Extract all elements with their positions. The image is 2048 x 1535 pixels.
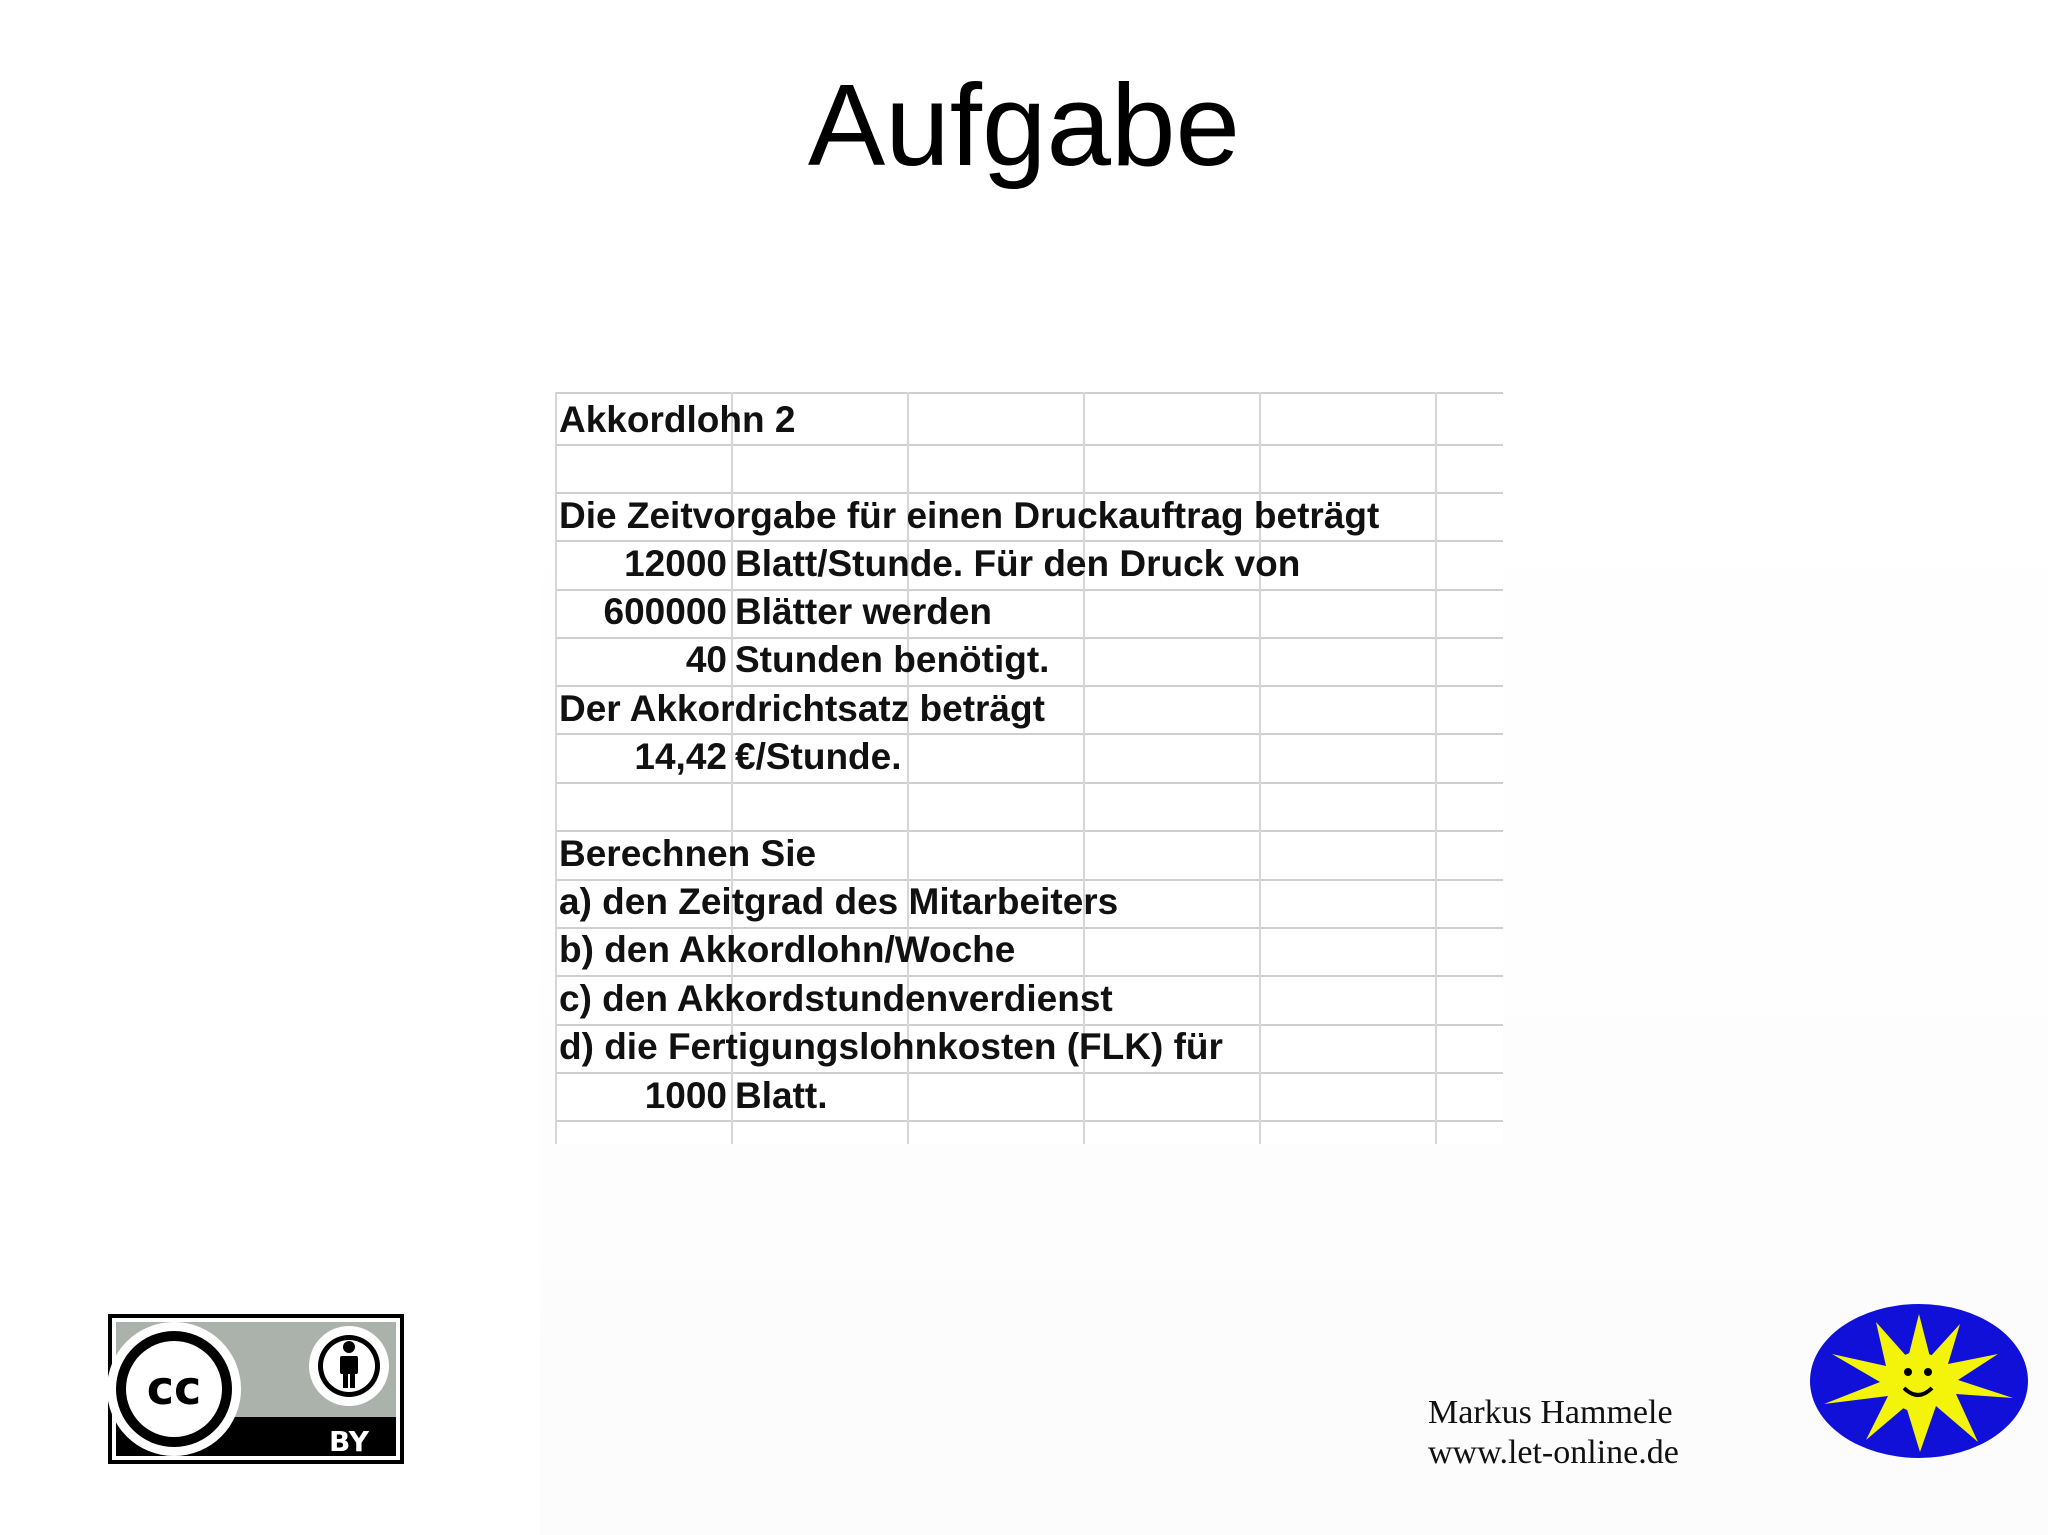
cell-text: Blatt. <box>735 1075 828 1116</box>
grid-line <box>555 782 1503 784</box>
by-text: BY <box>328 1425 370 1458</box>
cell-number: 14,42 <box>634 736 727 777</box>
cell-number: 40 <box>685 639 727 680</box>
cell-text: Berechnen Sie <box>559 833 817 874</box>
grid-line <box>1435 392 1437 1144</box>
spreadsheet-excerpt <box>555 392 1503 1144</box>
cell-title: Akkordlohn 2 <box>559 399 796 440</box>
footer-credits <box>1428 1393 1679 1473</box>
cell-text: b) den Akkordlohn/Woche <box>559 929 1016 970</box>
cell-text: €/Stunde. <box>735 736 902 777</box>
cc-text: cc <box>146 1361 202 1415</box>
cell-text: a) den Zeitgrad des Mitarbeiters <box>559 881 1119 922</box>
cell-text: d) die Fertigungslohnkosten (FLK) für <box>559 1026 1223 1067</box>
cell-text: Stunden benötigt. <box>735 639 1050 680</box>
cell-text: Die Zeitvorgabe für einen Druckauftrag beträgt <box>559 495 1380 536</box>
cell-text: c) den Akkordstundenverdienst <box>559 978 1113 1019</box>
footer-website: www.let-online.de <box>1428 1434 1679 1471</box>
cell-text: Blätter werden <box>735 591 993 632</box>
grid-line <box>555 444 1503 446</box>
grid-line <box>555 392 1503 394</box>
cell-text: Blatt/Stunde. Für den Druck von <box>735 543 1301 584</box>
creative-commons-by-icon <box>108 1314 404 1464</box>
cell-number: 600000 <box>603 591 727 632</box>
cell-number: 12000 <box>624 543 727 584</box>
grid-line <box>555 1120 1503 1122</box>
smiling-sun-logo <box>1808 1302 2030 1460</box>
footer-author: Markus Hammele <box>1428 1394 1673 1431</box>
slide-title: Aufgabe <box>807 60 1241 190</box>
cell-number: 1000 <box>644 1075 727 1116</box>
cell-text: Der Akkordrichtsatz beträgt <box>559 688 1045 729</box>
